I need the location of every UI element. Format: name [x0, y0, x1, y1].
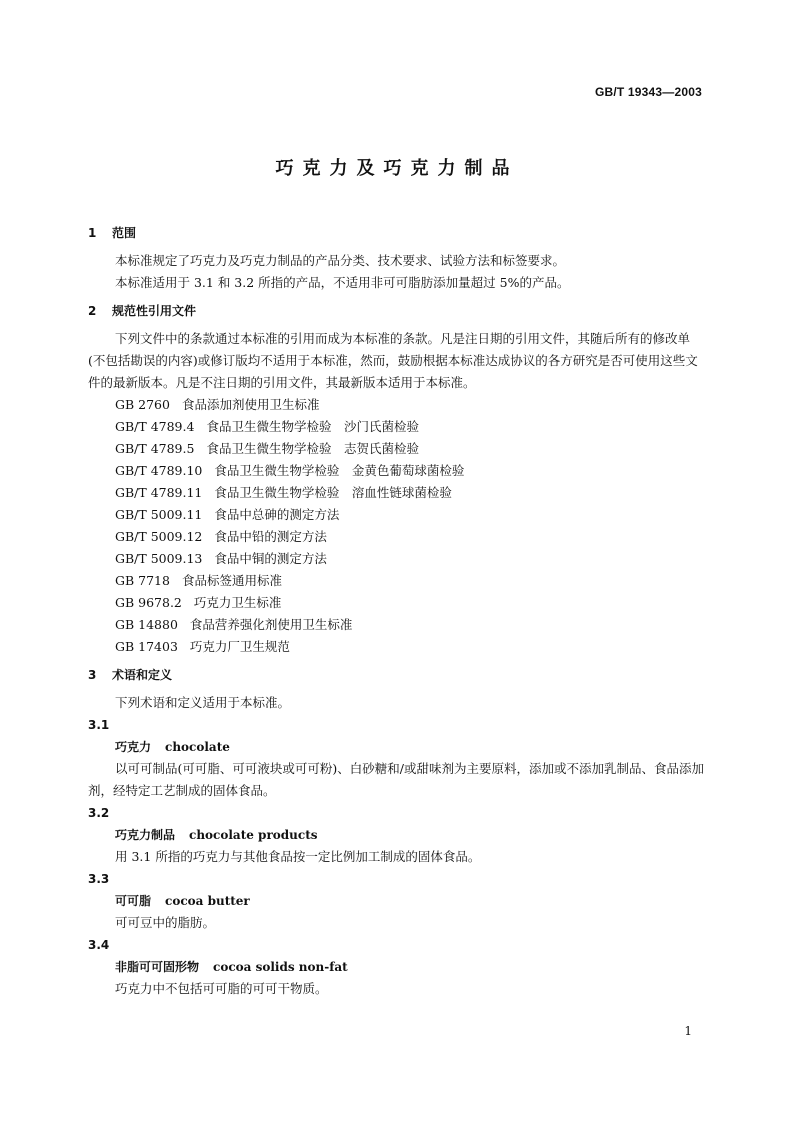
section-title: 范围: [112, 226, 137, 240]
reference-title: 食品卫生微生物学检验 沙门氏菌检验: [206, 419, 419, 434]
term-name-cn: 非脂可可固形物: [115, 960, 200, 974]
term-name-en: chocolate products: [189, 828, 318, 842]
reference-item: [88, 592, 706, 614]
term-name-cn: 巧克力制品: [115, 828, 176, 842]
section-number: 1: [88, 226, 97, 240]
reference-code: GB/T 4789.11: [115, 485, 203, 500]
reference-item: [88, 460, 706, 482]
reference-title: 食品中总砷的测定方法: [214, 507, 340, 522]
reference-code: GB/T 5009.13: [115, 551, 203, 566]
paragraph: 本标准适用于 3.1 和 3.2 所指的产品，不适用非可可脂肪添加量超过 5%的产品。: [115, 275, 570, 290]
section-heading-scope: [88, 222, 706, 244]
reference-item: [88, 394, 706, 416]
reference-title: 巧克力厂卫生规范: [189, 639, 290, 654]
reference-code: GB/T 5009.11: [115, 507, 203, 522]
term-definition: 用 3.1 所指的巧克力与其他食品按一定比例加工制成的固体食品。: [115, 849, 481, 864]
reference-item: [88, 482, 706, 504]
reference-code: GB/T 4789.5: [115, 441, 195, 456]
standard-number: GB/T 19343—2003: [594, 85, 702, 99]
reference-code: GB 17403: [115, 639, 178, 654]
term-definition: 巧克力中不包括可可脂的可可干物质。: [115, 981, 328, 996]
term-definition: 可可豆中的脂肪。: [115, 915, 216, 930]
reference-item: [88, 526, 706, 548]
page-number: 1: [684, 1024, 692, 1038]
reference-code: GB 14880: [115, 617, 178, 632]
term-name: [88, 824, 706, 846]
reference-item: [88, 636, 706, 658]
reference-title: 食品中铅的测定方法: [214, 529, 327, 544]
section-heading-normative-refs: [88, 300, 706, 322]
reference-title: 食品标签通用标准: [181, 573, 282, 588]
reference-item: [88, 570, 706, 592]
term-definition: 以可可制品(可可脂、可可液块或可可粉)、白砂糖和/或甜味剂为主要原料，添加或不添加乳制品、食品添加剂，经特定工艺制成的固体食品。: [88, 761, 704, 798]
section-title: 规范性引用文件: [112, 304, 197, 318]
reference-item: [88, 504, 706, 526]
reference-code: GB/T 5009.12: [115, 529, 203, 544]
reference-code: GB 9678.2: [115, 595, 182, 610]
term-name: [88, 956, 706, 978]
reference-item: [88, 438, 706, 460]
term-number: 3.2: [88, 806, 110, 820]
paragraph: 本标准规定了巧克力及巧克力制品的产品分类、技术要求、试验方法和标签要求。: [115, 253, 566, 268]
reference-title: 食品卫生微生物学检验 溶血性链球菌检验: [214, 485, 452, 500]
term-name-cn: 可可脂: [115, 894, 152, 908]
reference-title: 食品营养强化剂使用卫生标准: [189, 617, 353, 632]
term-name-cn: 巧克力: [115, 740, 152, 754]
reference-title: 食品中铜的测定方法: [214, 551, 327, 566]
reference-item: [88, 614, 706, 636]
reference-title: 食品添加剂使用卫生标准: [181, 397, 320, 412]
term-number: 3.1: [88, 718, 110, 732]
section-title: 术语和定义: [112, 668, 173, 682]
term-number: 3.4: [88, 938, 110, 952]
reference-code: GB/T 4789.4: [115, 419, 195, 434]
paragraph: 下列术语和定义适用于本标准。: [115, 695, 291, 710]
term-number: 3.3: [88, 872, 110, 886]
term-name-en: cocoa solids non-fat: [213, 960, 348, 974]
section-number: 2: [88, 304, 97, 318]
paragraph: 下列文件中的条款通过本标准的引用而成为本标准的条款。凡是注日期的引用文件，其随后所有的修改单(不包括勘误的内容)或修订版均不适用于本标准，然而，鼓励根据本标准达成协议的各方研究是否可使用这些文件的最新版本。凡是不注日期的引用文件，其最新版本适用于本标准。: [88, 331, 698, 390]
term-name-en: cocoa butter: [165, 894, 250, 908]
term-name: [88, 736, 706, 758]
section-heading-terms: [88, 664, 706, 686]
section-number: 3: [88, 668, 97, 682]
document-body: [88, 222, 706, 1000]
term-name: [88, 890, 706, 912]
reference-title: 巧克力卫生标准: [193, 595, 282, 610]
reference-title: 食品卫生微生物学检验 金黄色葡萄球菌检验: [214, 463, 465, 478]
reference-item: [88, 416, 706, 438]
reference-code: GB 7718: [115, 573, 170, 588]
reference-title: 食品卫生微生物学检验 志贺氏菌检验: [206, 441, 419, 456]
reference-item: [88, 548, 706, 570]
reference-code: GB/T 4789.10: [115, 463, 203, 478]
term-name-en: chocolate: [165, 740, 230, 754]
document-title: 巧克力及巧克力制品: [275, 158, 519, 179]
reference-code: GB 2760: [115, 397, 170, 412]
